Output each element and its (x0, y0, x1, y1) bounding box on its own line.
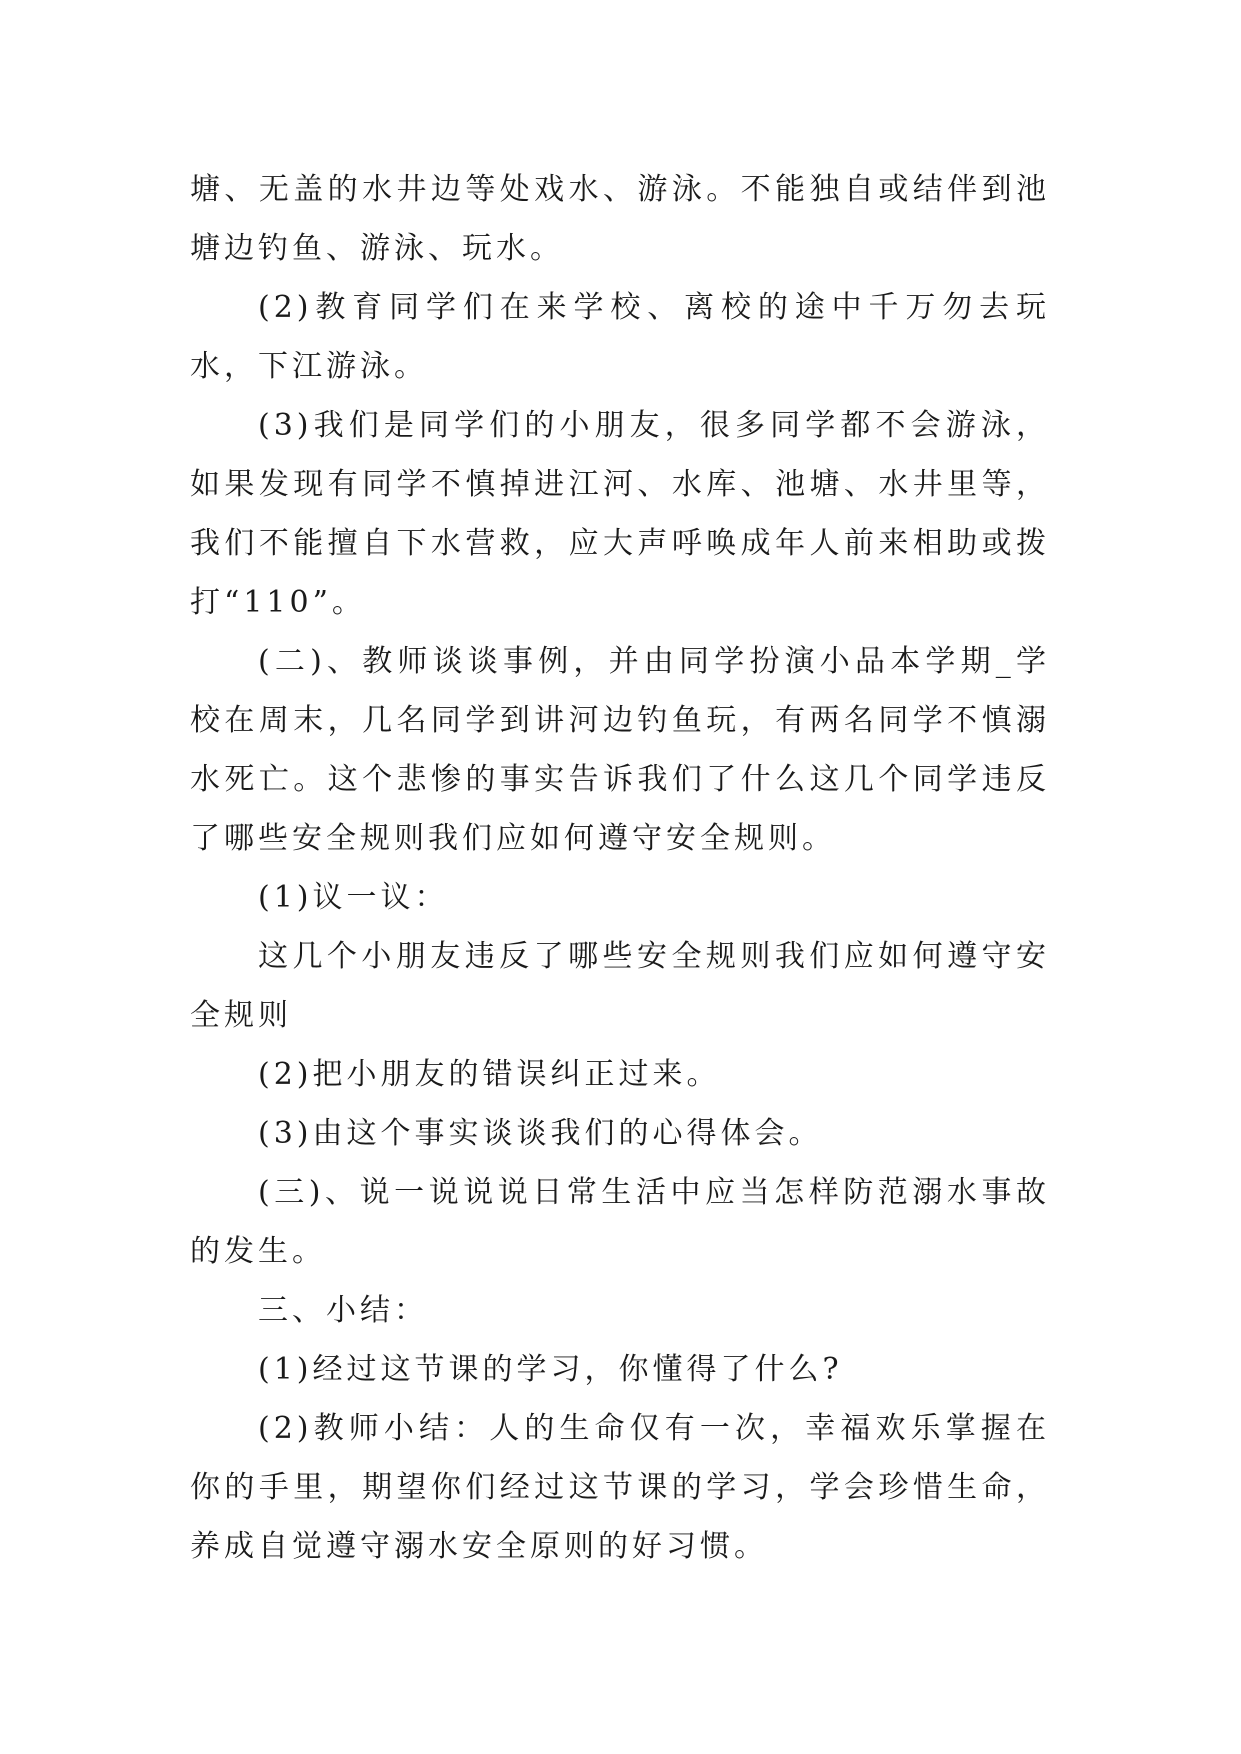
paragraph-9: (三)、说一说说说日常生活中应当怎样防范溺水事故的发生。 (190, 1175, 1050, 1269)
paragraph-8: (3)由这个事实谈谈我们的心得体会。 (258, 1116, 823, 1151)
paragraph-5: (1)议一议： (258, 880, 449, 915)
paragraph-6: 这几个小朋友违反了哪些安全规则我们应如何遵守安全规则 (190, 939, 1050, 1033)
paragraph-10: 三、小结： (258, 1293, 428, 1328)
document-body (190, 160, 1050, 1576)
paragraph-7: (2)把小朋友的错误纠正过来。 (258, 1057, 721, 1092)
paragraph-2: (2)教育同学们在来学校、离校的途中千万勿去玩水，下江游泳。 (190, 290, 1050, 384)
paragraph-11: (1)经过这节课的学习，你懂得了什么? (258, 1352, 843, 1387)
paragraph-1: 塘、无盖的水井边等处戏水、游泳。不能独自或结伴到池塘边钓鱼、游泳、玩水。 (190, 172, 1050, 266)
paragraph-12: (2)教师小结：人的生命仅有一次，幸福欢乐掌握在你的手里，期望你们经过这节课的学习，学会珍惜生命，养成自觉遵守溺水安全原则的好习惯。 (190, 1411, 1050, 1564)
paragraph-3: (3)我们是同学们的小朋友，很多同学都不会游泳，如果发现有同学不慎掉进江河、水库、池塘、水井里等，我们不能擅自下水营救，应大声呼唤成年人前来相助或拨打“110”。 (190, 408, 1050, 620)
paragraph-4: (二)、教师谈谈事例，并由同学扮演小品本学期_学校在周末，几名同学到讲河边钓鱼玩，有两名同学不慎溺水死亡。这个悲惨的事实告诉我们了什么这几个同学违反了哪些安全规则我们应如何遵守安全规则。 (190, 644, 1050, 856)
